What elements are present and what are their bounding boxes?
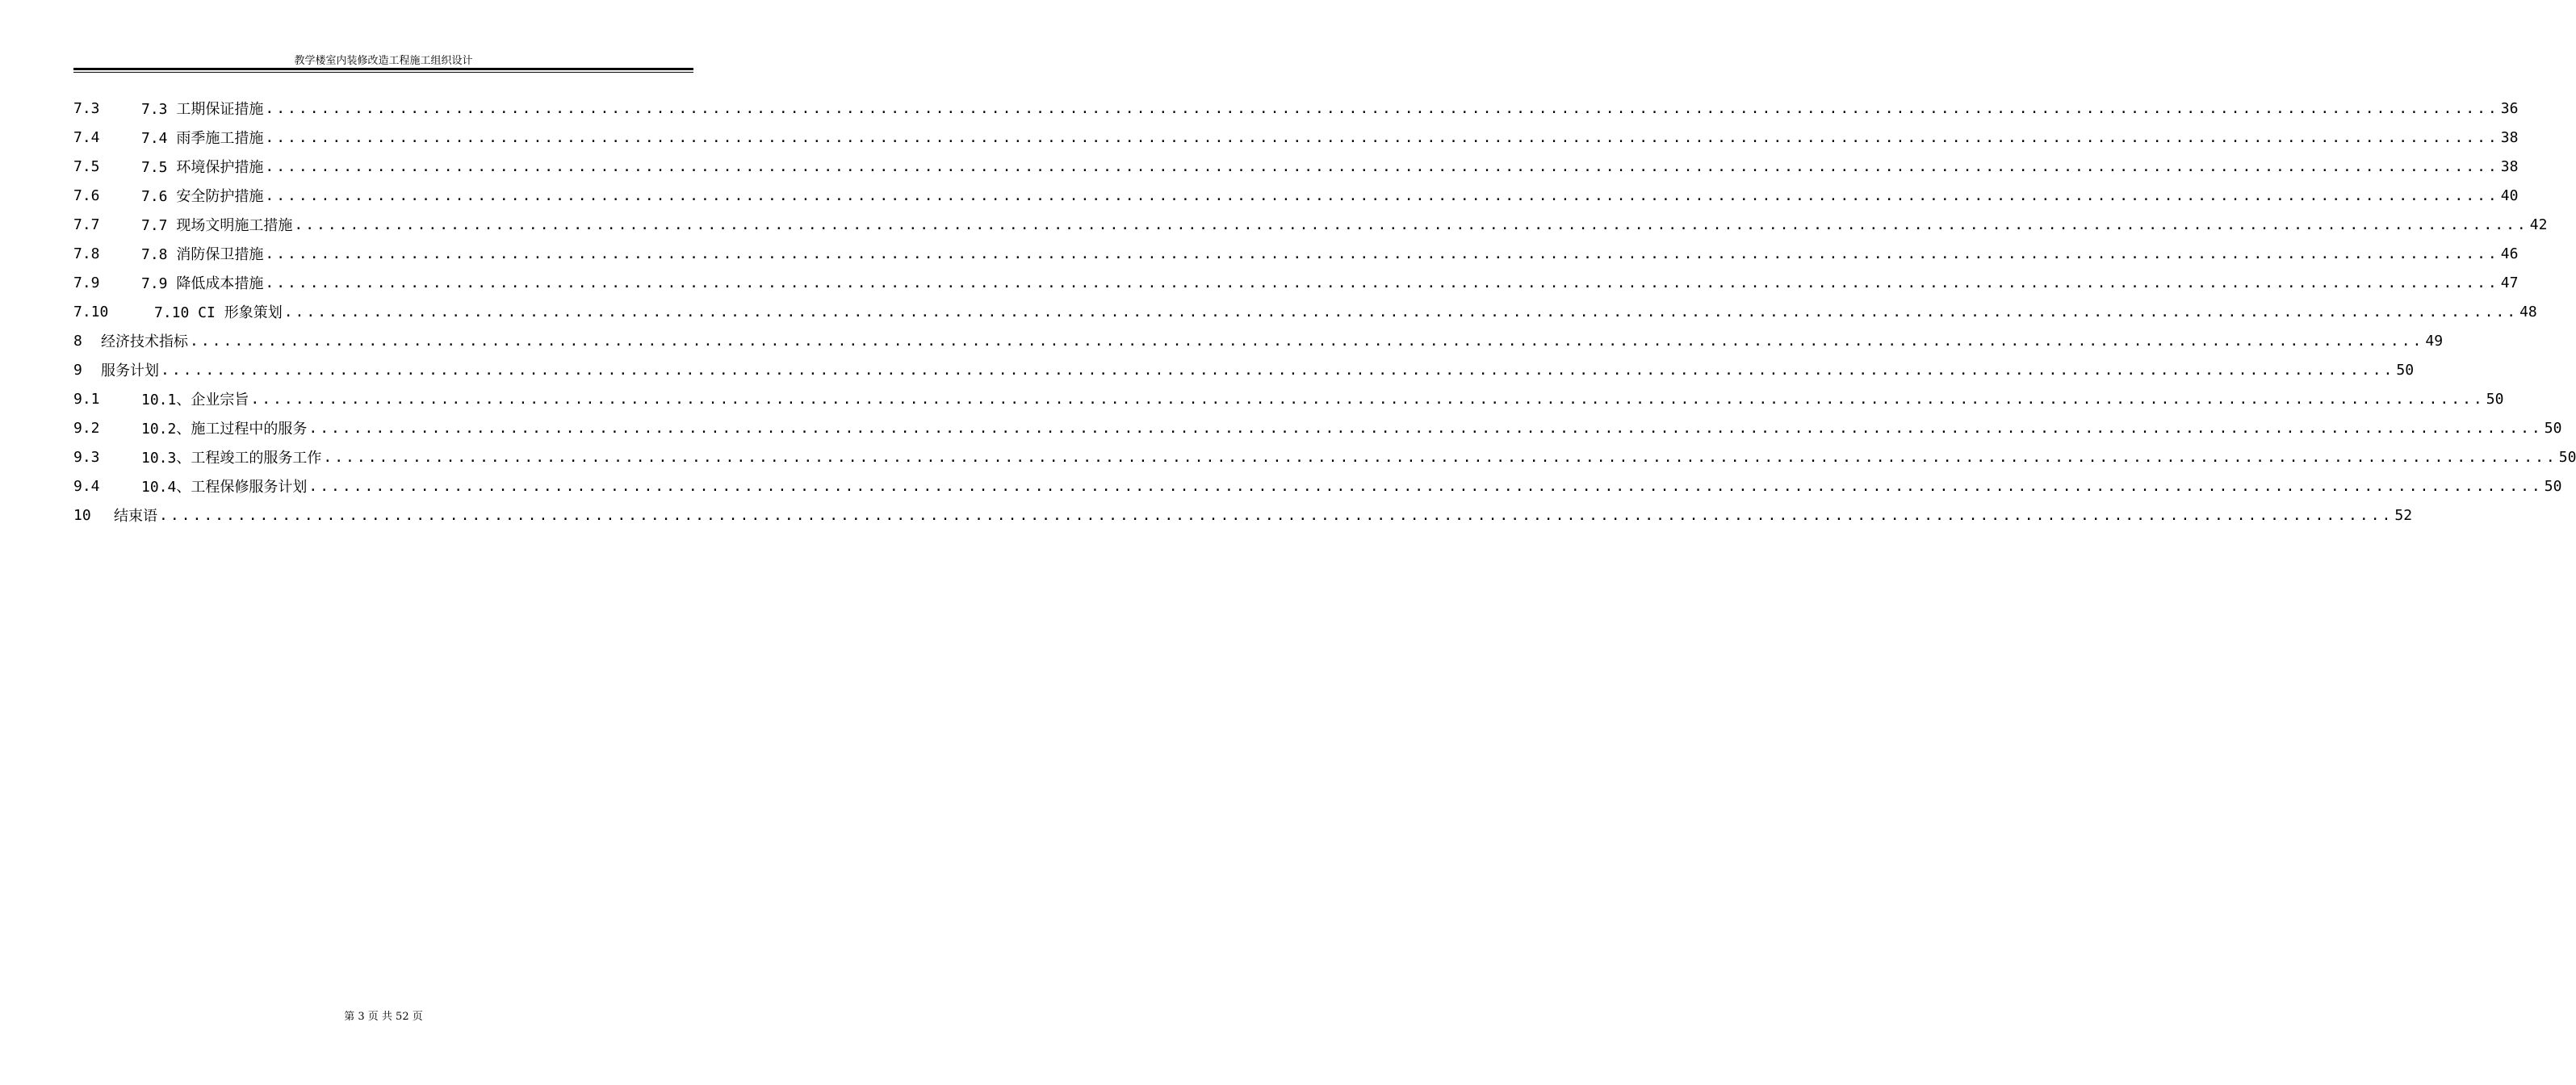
toc-dot-leader: ........................................................................................................................................................................................................ bbox=[294, 216, 2528, 233]
toc-entry-number: 7.9 bbox=[73, 274, 100, 291]
toc-dot-leader: ........................................................................................................................................................................................................ bbox=[265, 245, 2499, 262]
toc-entry-title: 10.3、工程竣工的服务工作 bbox=[141, 450, 322, 467]
toc-entry-page-number: 48 bbox=[2519, 303, 2537, 320]
toc-dot-leader: ........................................................................................................................................................................................................ bbox=[265, 157, 2499, 175]
toc-entry[interactable] bbox=[73, 210, 2548, 239]
toc-entry-page-number: 52 bbox=[2394, 506, 2413, 524]
toc-entry-number: 7.7 bbox=[73, 216, 100, 233]
toc-entry-title: 7.5 环境保护措施 bbox=[141, 159, 264, 176]
toc-entry[interactable] bbox=[73, 239, 2519, 268]
toc-entry[interactable] bbox=[73, 268, 2519, 297]
toc-entry-title: 经济技术指标 bbox=[101, 333, 188, 350]
toc-dot-leader: ........................................................................................................................................................................................................ bbox=[161, 361, 2395, 379]
toc-entry[interactable] bbox=[73, 94, 2519, 123]
toc-entry-title: 10.1、企业宗旨 bbox=[141, 392, 249, 408]
toc-entry-title: 服务计划 bbox=[101, 362, 159, 379]
toc-entry-number: 7.8 bbox=[73, 245, 100, 262]
toc-entry[interactable] bbox=[73, 152, 2519, 181]
toc-entry-number: 10 bbox=[73, 506, 91, 524]
toc-entry-number: 9.1 bbox=[73, 390, 100, 408]
toc-entry-page-number: 42 bbox=[2529, 216, 2548, 233]
toc-entry-number: 9 bbox=[73, 361, 82, 379]
toc-entry-page-number: 50 bbox=[2558, 448, 2576, 466]
toc-entry-page-number: 38 bbox=[2500, 157, 2519, 175]
toc-entry-page-number: 46 bbox=[2500, 245, 2519, 262]
toc-entry-page-number: 50 bbox=[2486, 390, 2504, 408]
toc-entry-page-number: 40 bbox=[2500, 186, 2519, 204]
page-header-title: 教学楼室内装修改造工程施工组织设计 bbox=[294, 55, 473, 67]
toc-entry-title: 10.2、施工过程中的服务 bbox=[141, 421, 308, 438]
toc-dot-leader: ........................................................................................................................................................................................................ bbox=[265, 99, 2499, 117]
toc-entry[interactable] bbox=[73, 501, 2413, 530]
toc-entry-number: 9.3 bbox=[73, 448, 100, 466]
toc-entry-page-number: 50 bbox=[2396, 361, 2415, 379]
toc-entry[interactable] bbox=[73, 123, 2519, 152]
toc-entry-page-number: 38 bbox=[2500, 128, 2519, 146]
toc-dot-leader: ........................................................................................................................................................................................................ bbox=[323, 448, 2557, 466]
toc-dot-leader: ........................................................................................................................................................................................................ bbox=[265, 274, 2499, 291]
header-rule-thick bbox=[73, 68, 693, 70]
toc-entry-number: 8 bbox=[73, 332, 82, 350]
toc-entry-number: 7.3 bbox=[73, 99, 100, 117]
toc-entry[interactable] bbox=[73, 442, 2576, 471]
toc-dot-leader: ........................................................................................................................................................................................................ bbox=[265, 128, 2499, 146]
toc-entry-page-number: 36 bbox=[2500, 99, 2519, 117]
toc-entry[interactable] bbox=[73, 413, 2562, 442]
toc-entry-title: 7.4 雨季施工措施 bbox=[141, 130, 264, 147]
toc-entry-number: 9.4 bbox=[73, 477, 100, 495]
toc-entry-number: 7.5 bbox=[73, 157, 100, 175]
toc-entry-page-number: 47 bbox=[2500, 274, 2519, 291]
toc-entry[interactable] bbox=[73, 355, 2415, 384]
toc-entry[interactable] bbox=[73, 297, 2537, 326]
toc-entry-title: 7.7 现场文明施工措施 bbox=[141, 217, 293, 234]
toc-entry-title: 7.6 安全防护措施 bbox=[141, 188, 264, 205]
toc-entry-page-number: 50 bbox=[2544, 477, 2562, 495]
toc-entry[interactable] bbox=[73, 181, 2519, 210]
toc-entry-title: 7.8 消防保卫措施 bbox=[141, 246, 264, 263]
toc-entry-page-number: 50 bbox=[2544, 419, 2562, 437]
toc-entry-title: 结束语 bbox=[114, 508, 157, 525]
header-rule-thin bbox=[73, 72, 693, 73]
toc-entry-title: 7.10 CI 形象策划 bbox=[154, 304, 283, 321]
toc-dot-leader: ........................................................................................................................................................................................................ bbox=[283, 303, 2519, 320]
toc-entry[interactable] bbox=[73, 384, 2504, 413]
toc-entry-title: 10.4、工程保修服务计划 bbox=[141, 479, 308, 496]
page-footer: 第 3 页 共 52 页 bbox=[344, 1011, 423, 1023]
toc-dot-leader: ........................................................................................................................................................................................................ bbox=[159, 506, 2394, 524]
toc-entry-number: 9.2 bbox=[73, 419, 100, 437]
toc-entry-number: 7.4 bbox=[73, 128, 100, 146]
toc-entry-number: 7.6 bbox=[73, 186, 100, 204]
toc-dot-leader: ........................................................................................................................................................................................................ bbox=[190, 332, 2424, 350]
table-of-contents bbox=[73, 94, 2576, 530]
toc-dot-leader: ........................................................................................................................................................................................................ bbox=[265, 186, 2499, 204]
toc-dot-leader: ........................................................................................................................................................................................................ bbox=[308, 419, 2543, 437]
toc-entry-number: 7.10 bbox=[73, 303, 109, 320]
toc-entry[interactable] bbox=[73, 326, 2444, 355]
toc-entry-title: 7.9 降低成本措施 bbox=[141, 275, 264, 292]
toc-entry-title: 7.3 工期保证措施 bbox=[141, 101, 264, 118]
toc-dot-leader: ........................................................................................................................................................................................................ bbox=[250, 390, 2485, 408]
toc-entry[interactable] bbox=[73, 471, 2562, 501]
toc-dot-leader: ........................................................................................................................................................................................................ bbox=[308, 477, 2543, 495]
toc-entry-page-number: 49 bbox=[2425, 332, 2444, 350]
